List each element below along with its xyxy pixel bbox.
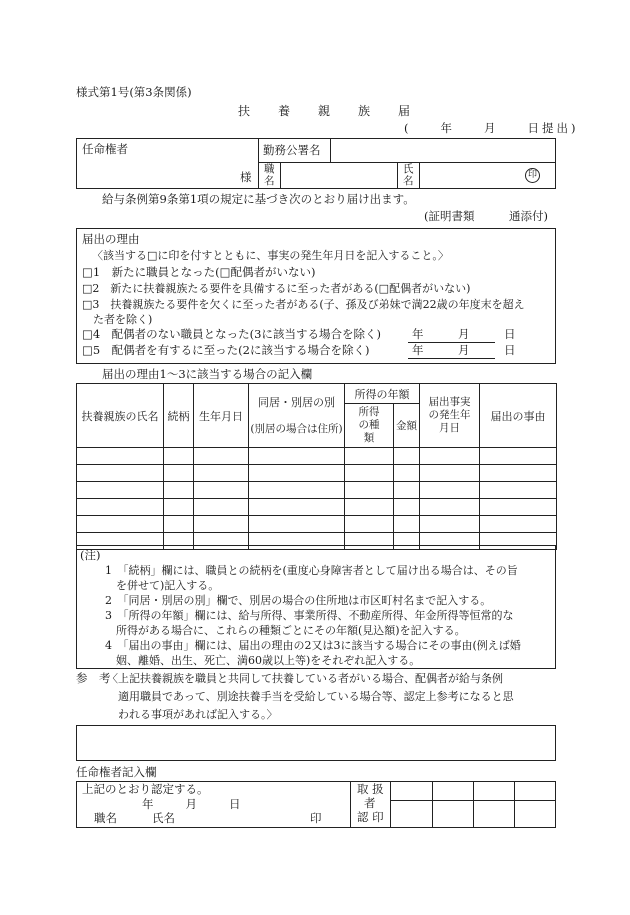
cell[interactable] [394, 465, 420, 482]
cell[interactable] [77, 448, 164, 465]
page-title: 扶 養 親 族 届 [238, 104, 419, 118]
cell[interactable] [77, 482, 164, 499]
header-birth: 生年月日 [194, 384, 249, 448]
cell[interactable] [345, 516, 394, 533]
cell[interactable] [420, 499, 480, 516]
cell[interactable] [77, 499, 164, 516]
position-label [264, 163, 275, 187]
reason-item-1[interactable]: □1 新たに職員となった(□配偶者がいない) [82, 265, 316, 279]
handler-cell-4[interactable] [515, 782, 555, 799]
handler-label-1: 取 扱 [357, 782, 384, 796]
cell[interactable] [164, 448, 194, 465]
table-row [77, 516, 557, 533]
intro-text: 給与条例第9条第1項の規定に基づき次のとおり届け出ます。 [102, 192, 415, 206]
certified-text: 上記のとおり認定する。 [82, 782, 209, 796]
cell[interactable] [420, 448, 480, 465]
table-row [77, 499, 557, 516]
reason-item-5[interactable]: □5 配偶者を有するに至った(2に該当する場合を除く) [82, 343, 370, 357]
cell[interactable] [345, 499, 394, 516]
name-label-2: 名 [403, 175, 414, 187]
note-line-3: 2 「同居・別居の別」欄で、別居の場合の住所地は市区町村名まで記入する。 [105, 594, 492, 607]
reason-item-3[interactable]: □3 扶養親族たる要件を欠くに至った者がある(子、孫及び弟妹で満22歳の年度末を超え [82, 298, 525, 311]
cell[interactable] [394, 499, 420, 516]
cell[interactable] [249, 499, 345, 516]
position-label-2: 名 [264, 175, 275, 187]
cell[interactable] [480, 482, 557, 499]
certificate-text: (証明書類 通添付) [424, 209, 548, 223]
office-label: 勤務公署名 [263, 143, 321, 157]
reason-date-4[interactable]: 年 月 日 [412, 327, 516, 341]
cell[interactable] [194, 465, 249, 482]
header-name: 扶養親族の氏名 [77, 384, 164, 448]
cell[interactable] [249, 448, 345, 465]
table-caption: 届出の理由1～3に該当する場合の記入欄 [102, 367, 313, 381]
cell[interactable] [249, 516, 345, 533]
cell[interactable] [394, 516, 420, 533]
name-field[interactable] [421, 164, 521, 188]
table-row [77, 448, 557, 465]
cell[interactable] [194, 482, 249, 499]
cell[interactable] [345, 448, 394, 465]
handler-label-3: 認 印 [357, 810, 384, 824]
reason-item-4[interactable]: □4 配偶者のない職員となった(3に該当する場合を除く) [82, 327, 381, 341]
certifier-position[interactable]: 職名 [94, 811, 117, 825]
reason-item-3-cont: た者を除く) [82, 313, 153, 326]
certifier-name[interactable]: 氏名 [152, 811, 175, 825]
reference-input[interactable] [76, 725, 556, 761]
handler-cell-2[interactable] [433, 782, 473, 799]
notes-heading: (注) [80, 548, 101, 562]
position-label-1: 職 [264, 163, 275, 175]
cell[interactable] [394, 482, 420, 499]
cell[interactable] [249, 482, 345, 499]
note-line-2: を併せて)記入する。 [105, 579, 220, 592]
reference-line-2: 適用職員であって、別途扶養手当を受給している場合等、認定上参考になると思 [118, 690, 514, 703]
note-line-4: 3 「所得の年額」欄には、給与所得、事業所得、不動産所得、年金所得等恒常的な [105, 609, 514, 622]
cell[interactable] [77, 465, 164, 482]
certified-date[interactable]: 年 月 日 [142, 797, 244, 811]
form-number: 様式第1号(第3条関係) [76, 85, 192, 99]
name-label [403, 163, 414, 187]
cell[interactable] [164, 465, 194, 482]
reason-heading: 届出の理由 [82, 232, 140, 246]
handler-cell-1[interactable] [391, 782, 431, 799]
cell[interactable] [420, 482, 480, 499]
note-line-6: 4 「届出の事由」欄には、届出の理由の2又は3に該当する場合にその事由(例えば婚 [105, 639, 521, 652]
header-income-type: 所得の種類 [345, 404, 394, 448]
handler-label-2: 者 [364, 796, 376, 810]
cell[interactable] [480, 499, 557, 516]
cell[interactable] [480, 448, 557, 465]
note-line-7: 姻、離婚、出生、死亡、満60歳以上等)をそれぞれ記入する。 [105, 654, 421, 667]
dependents-table [76, 383, 557, 550]
cell[interactable] [480, 465, 557, 482]
header-cohabit-2: (別居の場合は住所) [250, 422, 343, 435]
submission-date: ( 年 月 日提出) [404, 121, 579, 135]
header-amount: 金額 [394, 404, 420, 448]
position-field[interactable] [282, 164, 396, 188]
office-field[interactable] [332, 140, 554, 161]
reason-date-5[interactable]: 年 月 日 [412, 343, 516, 357]
reference-line-1: 〈上記扶養親族を職員と共同して扶養している者がいる場合、配偶者が給与条例 [107, 672, 503, 685]
cell[interactable] [394, 448, 420, 465]
header-event: 届出の事由 [480, 384, 557, 448]
cell[interactable] [194, 448, 249, 465]
cell[interactable] [164, 499, 194, 516]
seal-mark: 印 [525, 168, 540, 183]
table-row [77, 482, 557, 499]
certifier-seal: 印 [310, 811, 322, 825]
cell[interactable] [480, 516, 557, 533]
cell[interactable] [164, 482, 194, 499]
cell[interactable] [345, 482, 394, 499]
appointer-sama: 様 [240, 170, 252, 184]
reason-instruction: 〈該当する□に印を付すとともに、事実の発生年月日を記入すること。〉 [92, 249, 449, 262]
appointer-label: 任命権者 [82, 142, 128, 156]
cell[interactable] [194, 499, 249, 516]
appointer-section-heading: 任命権者記入欄 [76, 765, 157, 779]
header-cohabit [249, 384, 345, 448]
handler-cell-3[interactable] [474, 782, 514, 799]
header-fact-date: 届出事実の発生年月日 [420, 384, 480, 448]
cell[interactable] [77, 516, 164, 533]
cell[interactable] [164, 516, 194, 533]
cell[interactable] [420, 516, 480, 533]
cell[interactable] [249, 465, 345, 482]
reference-line-3: われる事項があれば記入する。〉 [118, 708, 278, 721]
name-label-1: 氏 [403, 163, 414, 175]
header-relation: 続柄 [164, 384, 194, 448]
note-line-5: 所得がある場合に、これらの種類ごとにその年額(見込額)を記入する。 [105, 624, 466, 637]
cell[interactable] [194, 516, 249, 533]
header-cohabit-1: 同居・別居の別 [258, 395, 335, 409]
reference-label: 参 考 [76, 671, 111, 685]
cell[interactable] [420, 465, 480, 482]
header-income: 所得の年額 [345, 384, 420, 404]
cell[interactable] [345, 465, 394, 482]
reason-item-2[interactable]: □2 新たに扶養親族たる要件を具備するに至った者がある(□配偶者がいない) [82, 282, 471, 295]
note-line-1: 1 「続柄」欄には、職員との続柄を(重度心身障害者として届け出る場合は、その旨 [105, 564, 518, 577]
table-row [77, 465, 557, 482]
